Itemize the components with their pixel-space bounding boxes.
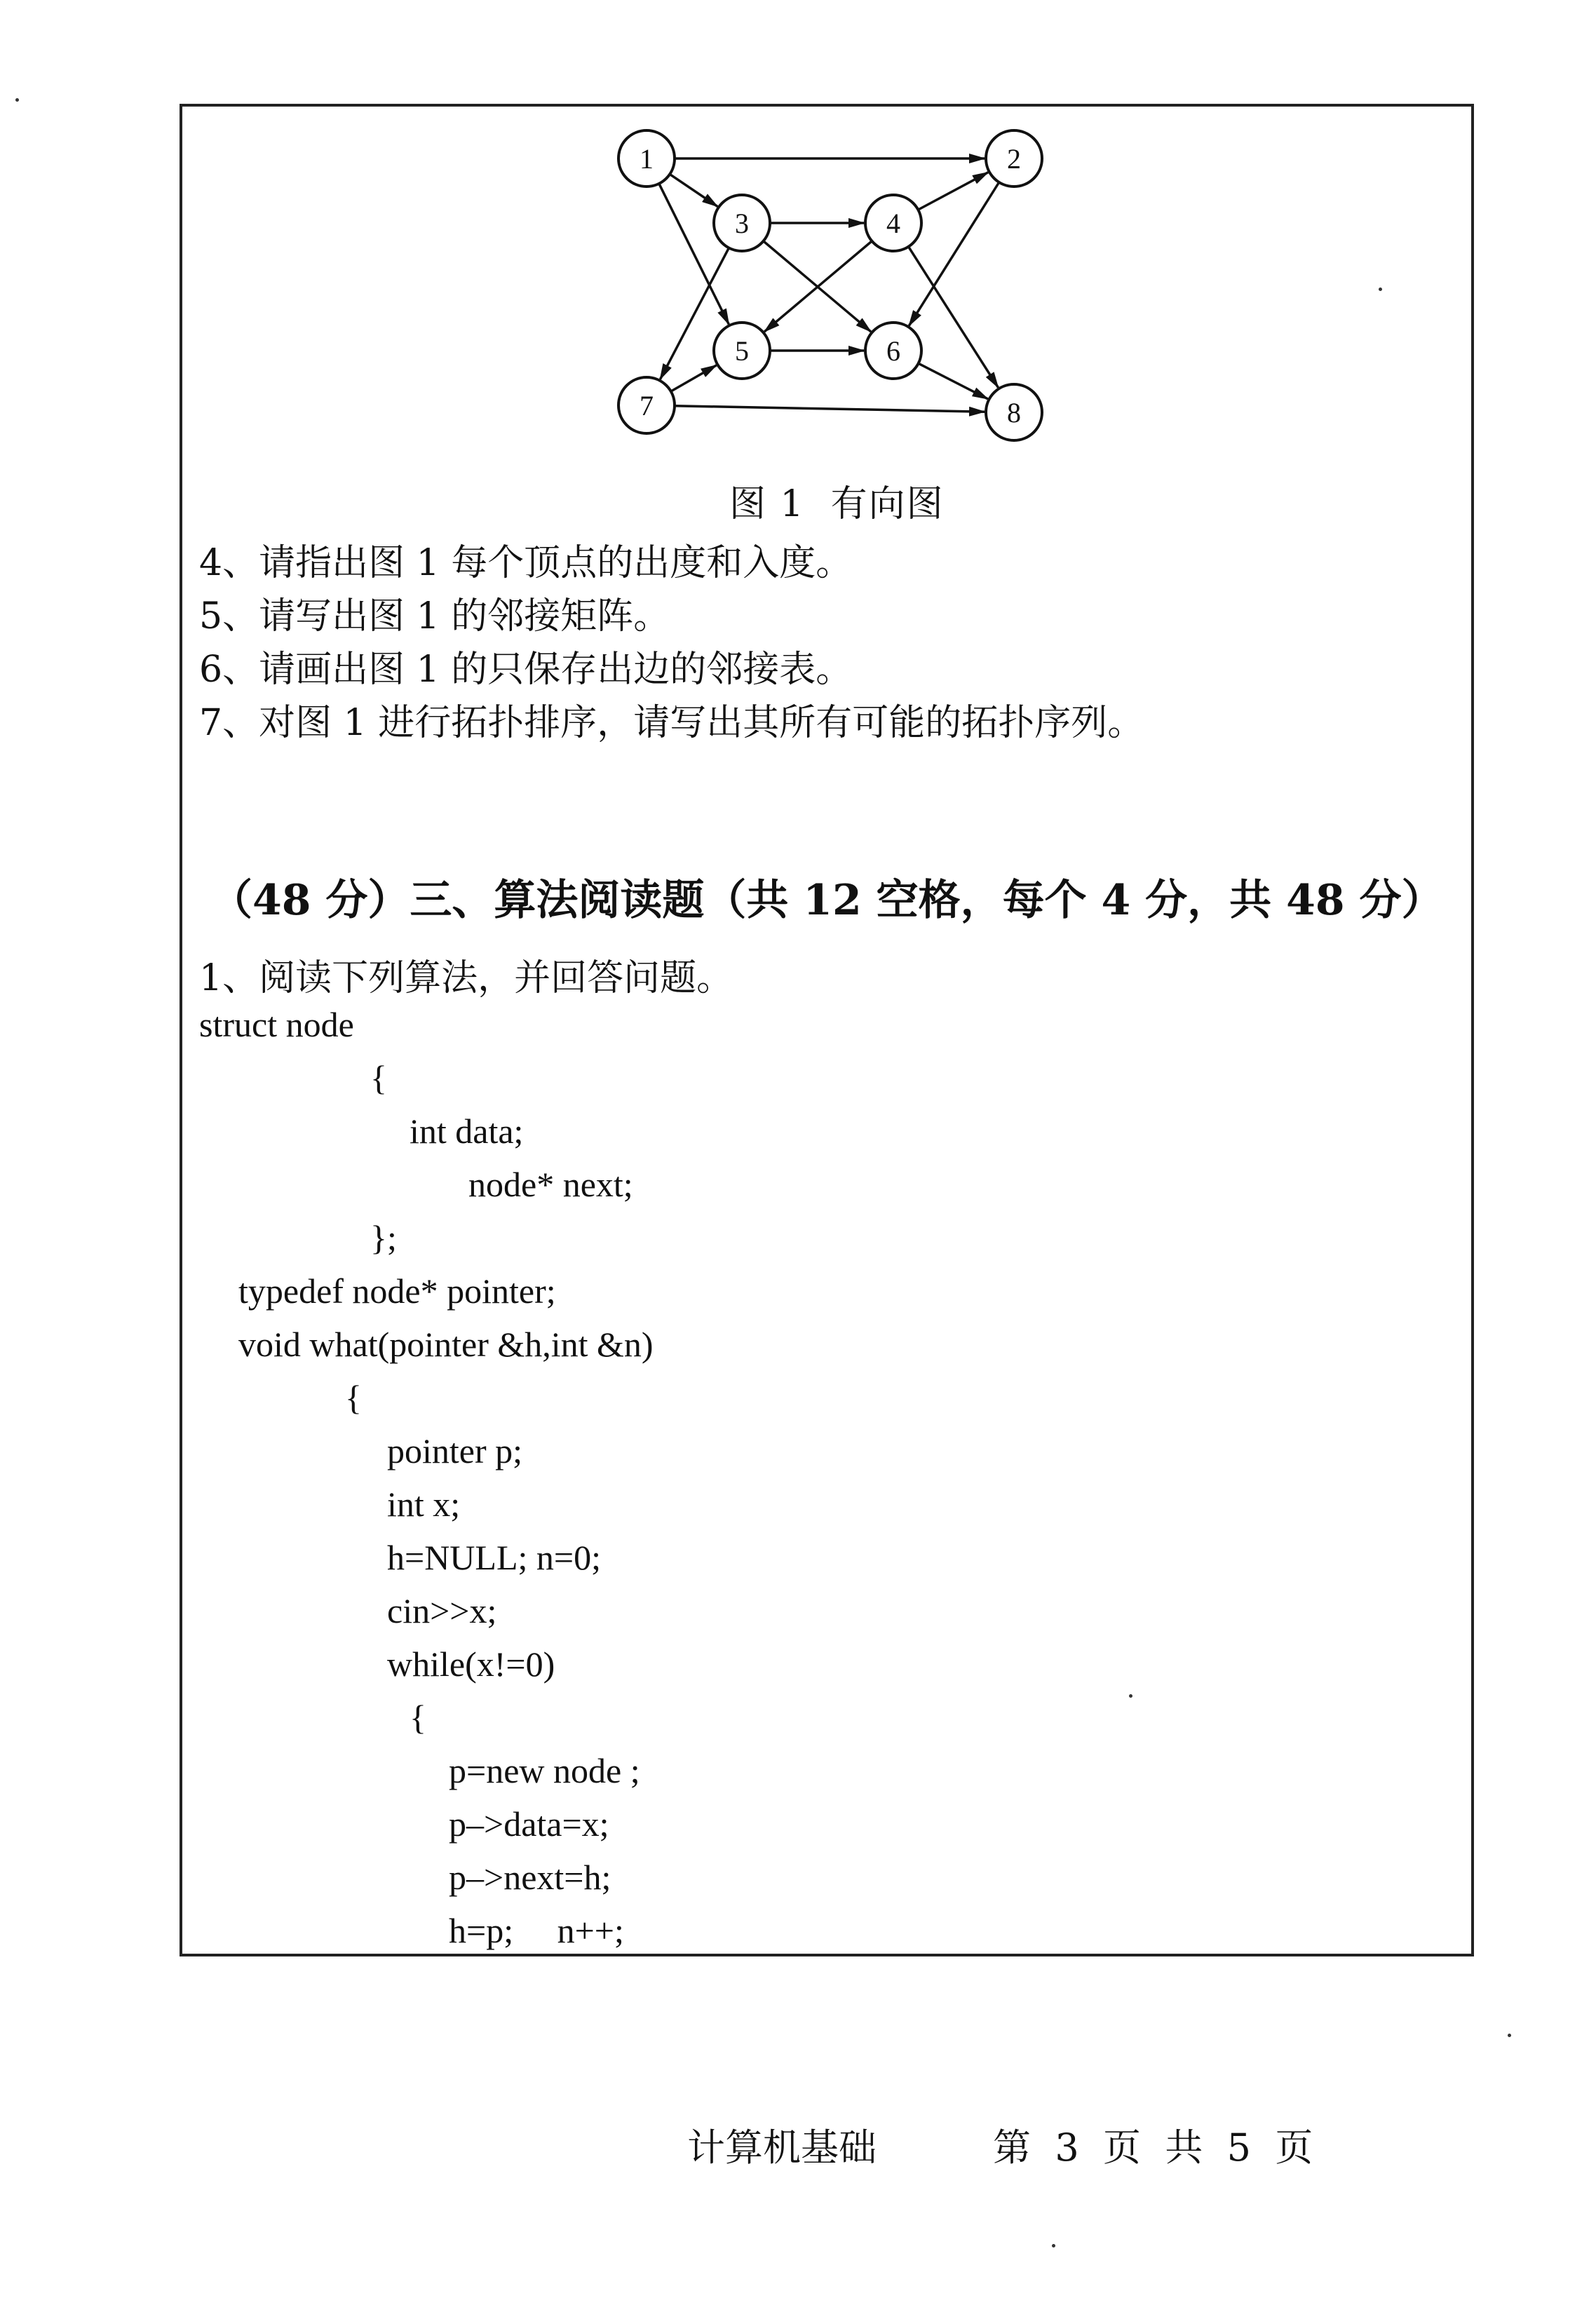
question-4: 4、请指出图 1 每个顶点的出度和入度。 bbox=[199, 542, 853, 584]
question-5: 5、请写出图 1 的邻接矩阵。 bbox=[199, 595, 670, 637]
code-line: void what(pointer &h,int &n) bbox=[238, 1325, 654, 1364]
graph-edge-7-8 bbox=[675, 406, 985, 412]
footer-subject: 计算机基础 bbox=[687, 2125, 877, 2170]
code-line: h=NULL; n=0; bbox=[387, 1538, 601, 1577]
graph-edge-2-6 bbox=[909, 182, 999, 326]
graph-edge-6-8 bbox=[919, 363, 988, 399]
scan-speck bbox=[15, 98, 19, 102]
code-line: pointer p; bbox=[387, 1431, 523, 1471]
scan-speck bbox=[1129, 1694, 1132, 1698]
graph-edge-1-3 bbox=[670, 174, 717, 206]
code-line: { bbox=[410, 1698, 426, 1737]
question-7: 7、对图 1 进行拓扑排序，请写出其所有可能的拓扑序列。 bbox=[199, 702, 1144, 744]
graph-node-label: 7 bbox=[640, 390, 654, 421]
code-line: { bbox=[345, 1378, 362, 1417]
code-line: typedef node* pointer; bbox=[238, 1271, 556, 1311]
figure-caption: 图 1 有向图 bbox=[729, 483, 945, 525]
code-line: { bbox=[370, 1058, 387, 1097]
graph-edge-4-2 bbox=[918, 173, 988, 210]
code-line: while(x!=0) bbox=[387, 1644, 555, 1684]
code-line: h=p; n++; bbox=[449, 1911, 624, 1950]
footer-page-number: 第 3 页 共 5 页 bbox=[993, 2125, 1313, 2170]
code-line: }; bbox=[370, 1218, 397, 1257]
graph-edge-7-5 bbox=[671, 365, 717, 391]
graph-node-label: 2 bbox=[1007, 143, 1021, 175]
directed-graph-figure bbox=[0, 0, 1596, 491]
code-line: int x; bbox=[387, 1485, 461, 1524]
scan-speck bbox=[1379, 288, 1382, 291]
graph-node-label: 8 bbox=[1007, 397, 1021, 428]
graph-node-label: 4 bbox=[886, 208, 900, 239]
code-line: cin>>x; bbox=[387, 1591, 497, 1630]
graph-node-label: 6 bbox=[886, 335, 900, 367]
code-line: p–>next=h; bbox=[449, 1858, 611, 1897]
code-line: int data; bbox=[410, 1111, 524, 1151]
scan-speck bbox=[1052, 2244, 1055, 2247]
graph-node-label: 1 bbox=[640, 143, 654, 175]
section-title: （48 分）三、算法阅读题（共 12 空格，每个 4 分，共 48 分） bbox=[210, 876, 1444, 925]
question-1: 1、阅读下列算法，并回答问题。 bbox=[199, 957, 733, 999]
code-line: p=new node ; bbox=[449, 1751, 640, 1790]
question-6: 6、请画出图 1 的只保存出边的邻接表。 bbox=[199, 649, 853, 691]
graph-node-label: 3 bbox=[735, 208, 749, 239]
code-line: p–>data=x; bbox=[449, 1804, 609, 1844]
graph-edge-1-5 bbox=[659, 184, 729, 325]
code-line: node* next; bbox=[468, 1165, 633, 1204]
code-line: struct node bbox=[199, 1005, 354, 1044]
graph-node-label: 5 bbox=[735, 335, 749, 367]
scan-speck bbox=[1508, 2034, 1511, 2037]
